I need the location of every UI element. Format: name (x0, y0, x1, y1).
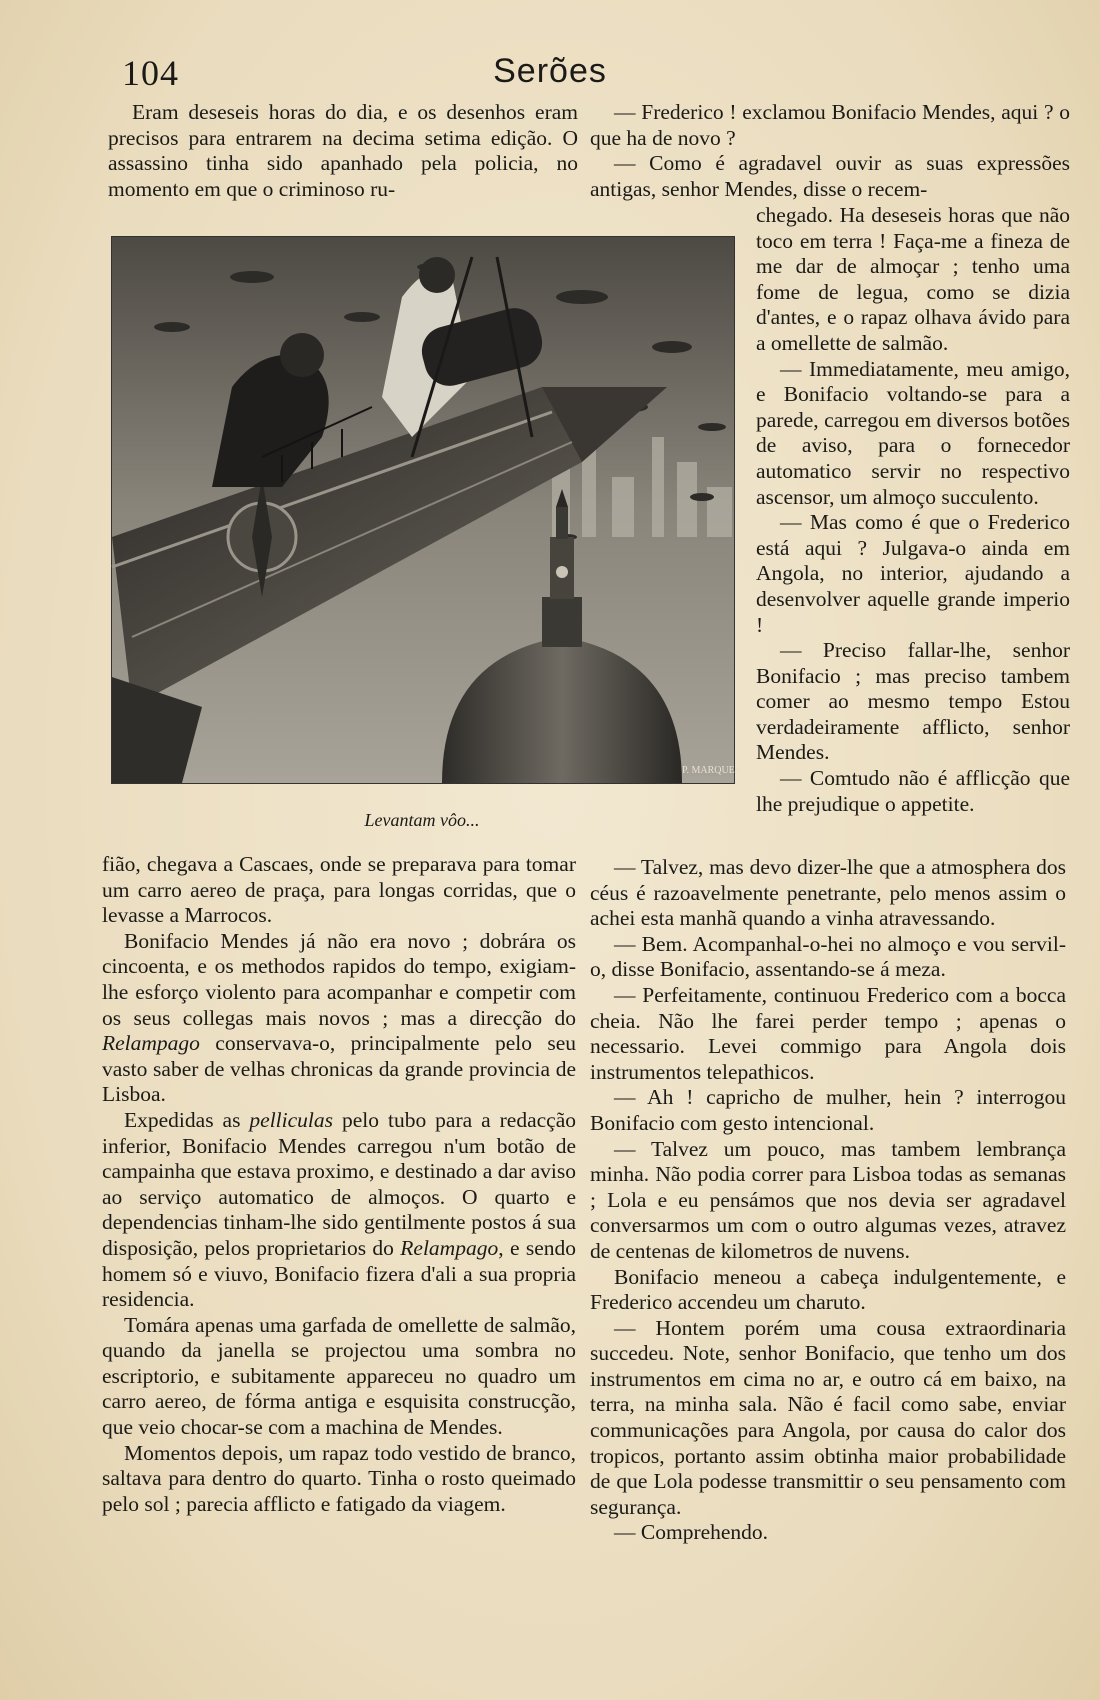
artist-signature: P. MARQUES (682, 765, 741, 776)
left-paragraph: fião, chegava a Cascaes, onde se preparava para tomar um carro aereo de praça, para longas corridas, que o levasse a Marrocos. (102, 852, 576, 928)
airship-scene-image (112, 237, 741, 783)
right-bottom-text (590, 855, 1066, 1546)
right-paragraph: Bonifacio meneou a cabeça indulgentemente, e Frederico accendeu um charuto. (590, 1264, 1066, 1315)
right-top-text (590, 100, 1070, 202)
left-paragraph: Tomára apenas uma garfada de omellette de salmão, quando da janella se projectou uma sombra no escriptorio, e subitamente appareceu no quadro um carro aereo, de fórma antiga e esquisita construcção, que veio chocar-se com a machina de Mendes. (102, 1312, 576, 1440)
illustration-flying-machine (111, 236, 741, 784)
right-paragraph: — Frederico ! exclamou Bonifacio Mendes, aqui ? o que ha de novo ? (590, 100, 1070, 150)
right-paragraph: — Immediatamente, meu amigo, e Bonifacio voltando-se para a parede, carregou em diversos botões de aviso, para o fornecedor automatico servir no respectivo ascensor, um almoço succulento. (756, 356, 1070, 509)
left-top-paragraph: Eram deseseis horas do dia, e os desenhos eram precisos para entrarem na decima setima edição. O assassino tinha sido apanhado pela policia, no momento em que o criminoso ru- (108, 100, 578, 201)
right-paragraph: — Mas como é que o Frederico está aqui ? Julgava-o ainda em Angola, no interior, ajudando a desenvolver aquelle grande imperio ! (756, 510, 1070, 637)
running-head-title: Serões (493, 52, 607, 90)
left-paragraph: Bonifacio Mendes já não era novo ; dobrára os cincoenta, e os methodos rapidos do tempo, exigiam-lhe esforço violento para acompanhar e competir com os seus collegas mais novos ; mas a direcção do Relampago conservava-o, principalmente pelo seu vasto saber de velhas chronicas da grande provincia de Lisboa. (102, 928, 576, 1107)
right-paragraph: — Como é agradavel ouvir as suas expressões antigas, senhor Mendes, disse o recem- (590, 151, 1070, 201)
left-paragraph: Momentos depois, um rapaz todo vestido de branco, saltava para dentro do quarto. Tinha o rosto queimado pelo sol ; parecia afflicto e fatigado da viagem. (102, 1440, 576, 1516)
right-paragraph: — Talvez um pouco, mas tambem lembrança minha. Não podia correr para Lisboa todas as semanas ; Lola e eu pensámos que nos devia ser agradavel conversarmos um com o outro algumas vezes, atravez de centenas de kilometros de nuvens. (590, 1136, 1066, 1263)
right-paragraph: — Ah ! capricho de mulher, hein ? interrogou Bonifacio com gesto intencional. (590, 1085, 1066, 1135)
illustration-caption: Levantam vôo... (364, 810, 480, 830)
left-paragraph: Expedidas as pelliculas pelo tubo para a redacção inferior, Bonifacio Mendes carregou n'um botão de campainha que estava proximo, e destinado a dar aviso ao serviço automatico de almoços. O quarto e dependencias tinham-lhe sido gentilmente postos á sua disposição, pelos proprietarios do Relampago, e sendo homem só e viuvo, Bonifacio fizera d'ali a sua propria residencia. (102, 1107, 576, 1312)
right-paragraph: — Perfeitamente, continuou Frederico com a bocca cheia. Não lhe farei perder tempo ; apenas o necessario. Levei commigo para Angola dois instrumentos telepathicos. (590, 982, 1066, 1084)
right-paragraph: — Comprehendo. (614, 1520, 769, 1545)
right-narrow-text (756, 203, 1070, 817)
right-paragraph: — Bem. Acompanhal-o-hei no almoço e vou servil-o, disse Bonifacio, assentando-se á meza. (590, 931, 1066, 982)
right-paragraph: chegado. Ha deseseis horas que não toco em terra ! Faça-me a fineza de me dar de almoçar ; tenho uma fome de legua, como se dizia d'antes, e o rapaz olhava ávido para a omellette de salmão. (756, 203, 1070, 355)
right-paragraph: — Comtudo não é afflicção que lhe prejudique o appetite. (756, 766, 1070, 816)
right-paragraph: — Preciso fallar-lhe, senhor Bonifacio ; mas preciso tambem comer ao mesmo tempo Estou verdadeiramente afflicto, senhor Mendes. (756, 638, 1070, 765)
right-paragraph: — Hontem porém uma cousa extraordinaria succedeu. Note, senhor Bonifacio, que tenho um dos instrumentos em cima no ar, e outro cá em baixo, na terra, na minha sala. Não é facil como sabe, enviar communicações para Angola, por causa do calor dos tropicos, portanto assim obtinha maior probabilidade de que Lola podesse transmittir o seu pensamento com segurança. (590, 1315, 1066, 1519)
left-bottom-text (102, 852, 576, 1517)
right-paragraph: — Talvez, mas devo dizer-lhe que a atmosphera dos céus é razoavelmente penetrante, pelo menos assim o achei esta manhã quando a vinha atravessando. (590, 855, 1066, 931)
page-number: 104 (122, 53, 179, 93)
